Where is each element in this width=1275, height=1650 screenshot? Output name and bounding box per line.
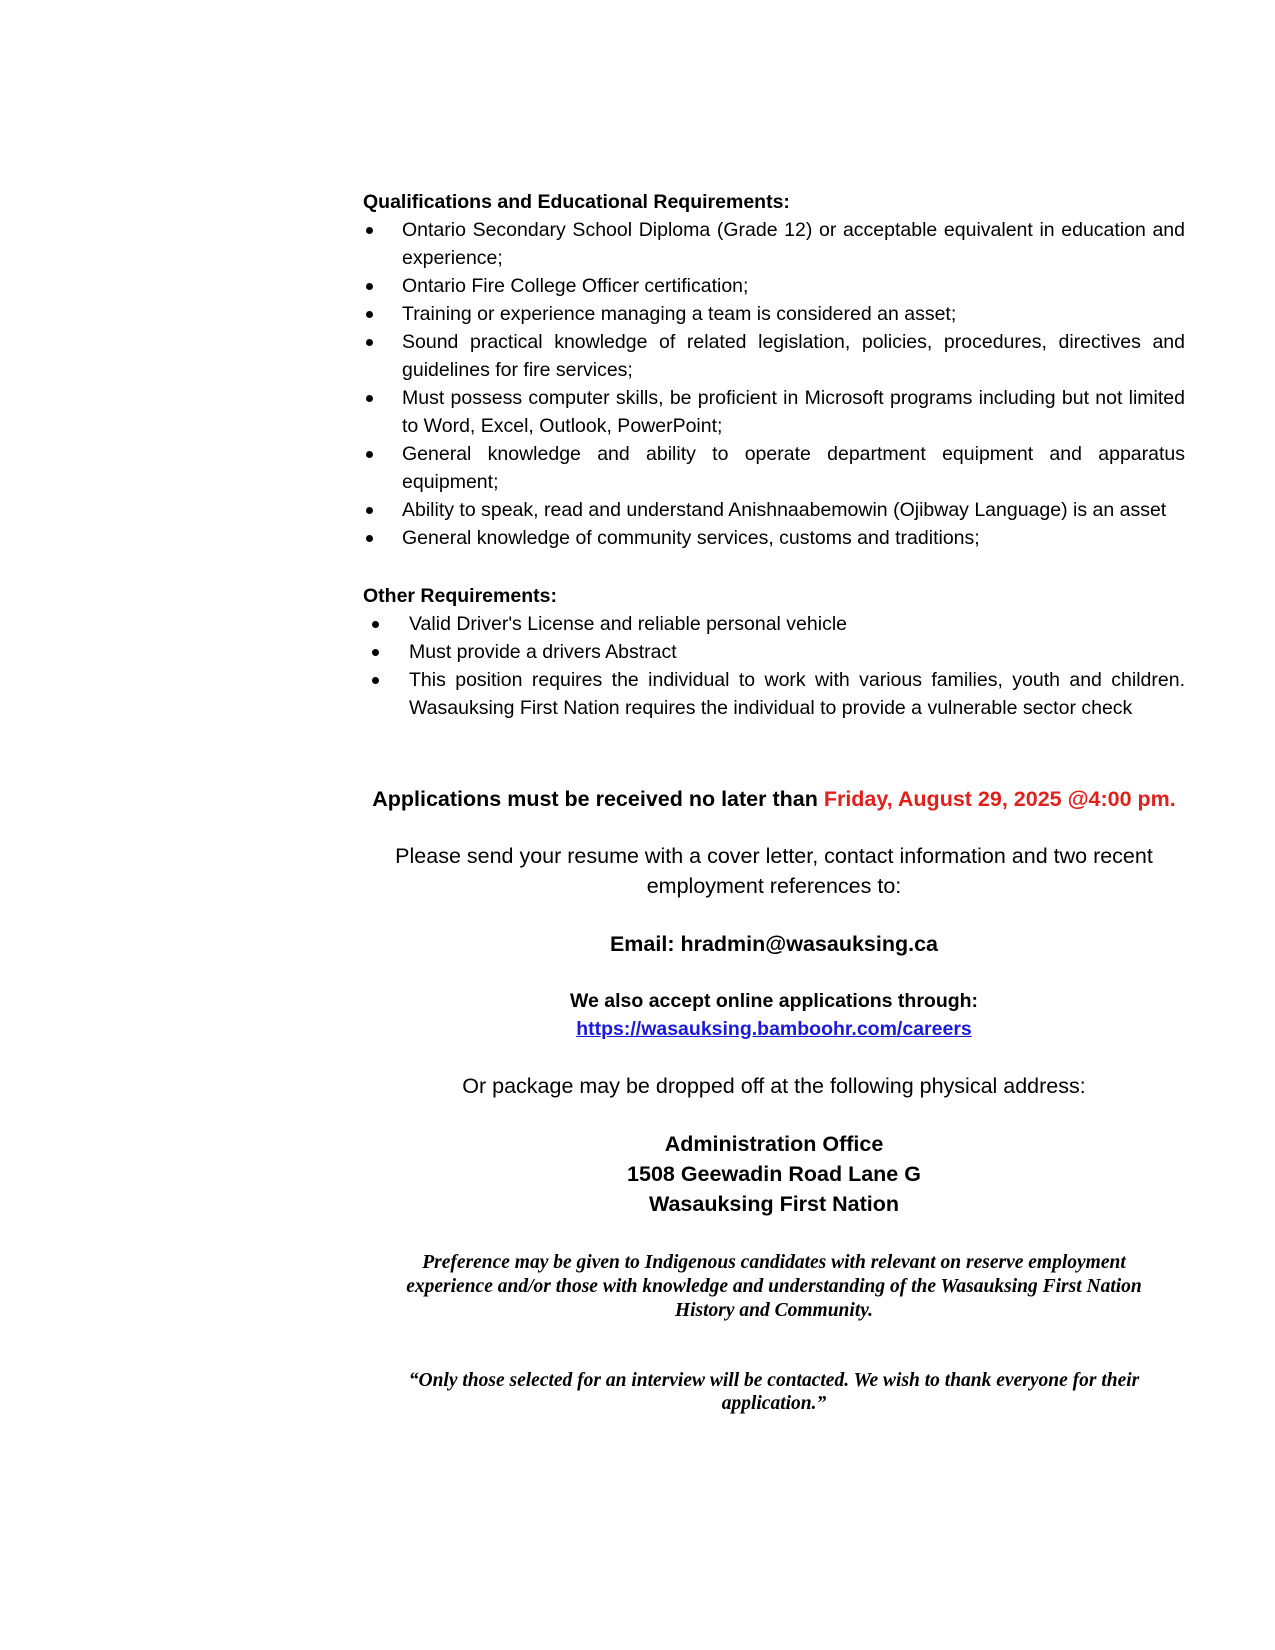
- list-item: [363, 666, 1185, 722]
- bullet-icon: [366, 451, 373, 458]
- list-item: [363, 638, 1185, 666]
- contact-email: Email: hradmin@wasauksing.ca: [609, 932, 939, 956]
- qualifications-list: [363, 216, 1185, 552]
- list-item-text: Ability to speak, read and understand Anishnaabemowin (Ojibway Language) is an asset: [402, 499, 1167, 521]
- list-item: [363, 524, 1185, 552]
- bullet-icon: [366, 535, 373, 542]
- list-item: [363, 272, 1185, 300]
- physical-address: [363, 1129, 1185, 1219]
- list-item: [363, 440, 1185, 496]
- bullet-icon: [366, 227, 373, 234]
- bullet-icon: [366, 311, 373, 318]
- list-item-text: General knowledge of community services, customs and traditions;: [402, 527, 980, 549]
- list-item: [363, 496, 1185, 524]
- address-line-3: Wasauksing First Nation: [648, 1192, 900, 1216]
- deadline-prefix: Applications must be received no later than: [372, 787, 824, 811]
- list-item: [363, 384, 1185, 440]
- other-requirements-list: [363, 610, 1185, 722]
- list-item: [363, 610, 1185, 638]
- qualifications-heading: Qualifications and Educational Requirements:: [363, 191, 790, 213]
- list-item-text: Ontario Secondary School Diploma (Grade 12) or acceptable equivalent in education and experience;: [402, 219, 1185, 269]
- bullet-icon: [372, 649, 379, 656]
- list-item: [363, 300, 1185, 328]
- address-line-1: Administration Office: [664, 1132, 884, 1156]
- bullet-icon: [366, 507, 373, 514]
- application-deadline: [363, 784, 1185, 814]
- list-item: [363, 328, 1185, 384]
- preference-note: Preference may be given to Indigenous candidates with relevant on reserve employment experience and/or those with knowledge and understanding of the Wasauksing First Nation History and Community.: [406, 1252, 1142, 1321]
- bullet-icon: [372, 677, 379, 684]
- list-item-text: Training or experience managing a team is considered an asset;: [402, 303, 957, 325]
- bullet-icon: [366, 283, 373, 290]
- bullet-icon: [366, 339, 373, 346]
- online-applications-text: We also accept online applications through:: [569, 990, 979, 1012]
- list-item: [363, 216, 1185, 272]
- list-item-text: Ontario Fire College Officer certification;: [402, 275, 749, 297]
- list-item-text: Valid Driver's License and reliable personal vehicle: [409, 613, 848, 635]
- job-posting-page: [363, 188, 1185, 1415]
- list-item-text: General knowledge and ability to operate department equipment and apparatus equipment;: [402, 443, 1185, 493]
- careers-link[interactable]: https://wasauksing.bamboohr.com/careers: [576, 1018, 972, 1040]
- address-line-2: 1508 Geewadin Road Lane G: [627, 1162, 921, 1186]
- send-instructions: Please send your resume with a cover letter, contact information and two recent employment references to:: [395, 844, 1153, 898]
- list-item-text: This position requires the individual to work with various families, youth and children. Wasauksing First Nation requires the individual to provide a vulnerable sector check: [409, 669, 1185, 719]
- bullet-icon: [366, 395, 373, 402]
- list-item-text: Must possess computer skills, be proficient in Microsoft programs including but not limited to Word, Excel, Outlook, PowerPoint;: [402, 387, 1185, 437]
- dropoff-instructions: Or package may be dropped off at the following physical address:: [462, 1074, 1086, 1098]
- deadline-date: Friday, August 29, 2025 @4:00 pm.: [823, 787, 1176, 811]
- list-item-text: Must provide a drivers Abstract: [409, 641, 677, 663]
- other-requirements-heading: Other Requirements:: [363, 585, 557, 607]
- bullet-icon: [372, 621, 379, 628]
- thanks-note: “Only those selected for an interview will be contacted. We wish to thank everyone for their application.”: [408, 1370, 1140, 1414]
- online-applications: [363, 987, 1185, 1043]
- list-item-text: Sound practical knowledge of related legislation, policies, procedures, directives and guidelines for fire services;: [402, 331, 1185, 381]
